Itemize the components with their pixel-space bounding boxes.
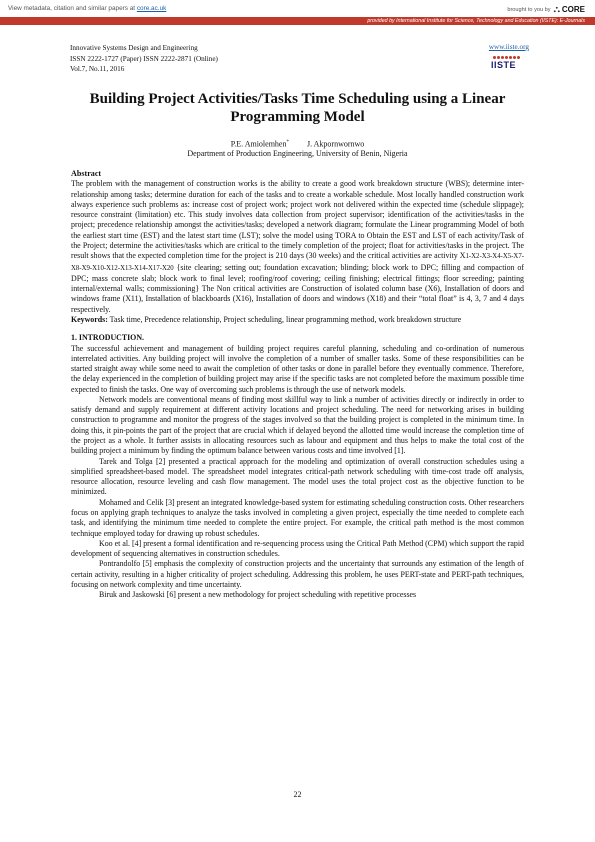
core-brand[interactable] <box>507 4 585 15</box>
author-1: P.E. Amiolemhen <box>230 139 287 149</box>
page-number: 22 <box>293 790 302 799</box>
section-1-heading: 1. INTRODUCTION. <box>71 333 144 343</box>
journal-volume: Vol.7, No.11, 2016 <box>70 65 125 73</box>
critical-path-sequence: 1-X2-X3-X4-X5-X7-X8-X9-X10-X12-X13-X14-X17-X20 <box>71 253 524 272</box>
affiliation: Department of Production Engineering, University of Benin, Nigeria <box>187 149 408 158</box>
journal-issn: ISSN 2222-1727 (Paper) ISSN 2222-2871 (Online) <box>70 54 218 63</box>
core-logo <box>554 4 585 15</box>
author-1-mark: * <box>286 140 289 145</box>
keywords-label: Keywords: <box>71 314 108 324</box>
core-metadata-text <box>8 5 166 12</box>
paper-body <box>71 169 524 601</box>
keywords-text: Task time, Precedence relationship, Project scheduling, linear programming method, work breakdown structure <box>109 314 462 324</box>
journal-header <box>70 43 218 75</box>
core-link[interactable]: core.ac.uk <box>136 5 167 12</box>
intro-paragraph-1: The successful achievement and management of building project requires careful planning, scheduling and co-ordination of numerous interrelated activities. Any building project will involve the completion of a number of smaller tasks. Some of these responsibilities can be started straight away while some need to await the completion of other tasks or done in parallel before they eventually commence. Therefore, the delay experienced in the completion of building project may arise if the specific tasks are not completed before the maximum possible time expected to finish the tasks. One way of overcoming such problems is through the use of network models. <box>71 343 524 394</box>
authors-line <box>70 137 525 150</box>
intro-paragraph-2: Network models are conventional means of finding most skillful way to link a number of activities directly or indirectly in order to satisfy demand and supply requirement at different activity locations and project scheduling. The need for networking arises in building construction to programme and monitor the progress of the stages involved so that the building project is completed in the minimum time. In doing this, it pin-points the part of the project that are crucial which if delayed beyond the allotted time would increase the completion time of the project as a whole. It further assists in allocating resources such as labour and equipment and thus helps to make the total cost of the building project a minimum by finding the optimum balance between various costs and time involved [1]. <box>71 394 524 456</box>
abstract-part-2: {site clearing; setting out; foundation excavation; blinding; block work to DPC; filling and compaction of DPC; mass concrete slab; block work to final level; roofing/roof covering; ceiling finishing; electrical fittings; floor screeding; painting internal/external walls; commissioning} The Non critical activities are Construction of isolated column base (X6), Installation of doors and windows frame (X11), Installation of blackboards (X16), Installation of doors and windows (X18) and their “total float” is 4, 3, 7 and 4 days respectively. <box>71 262 524 314</box>
intro-paragraph-4: Mohamed and Celik [3] present an integrated knowledge-based system for estimating scheduling construction costs. Other researchers focus on applying graph techniques to analyze the tasks involved in completing a given project, especially the time needed to complete each task, and identifying the minimum time needed to complete the entire project. For example, the critical path method is the most common technique employed today for drawing up robust schedules. <box>71 497 524 538</box>
metadata-label: View metadata, citation and similar papers at <box>8 5 136 12</box>
intro-paragraph-3: Tarek and Tolga [2] presented a practical approach for the modeling and optimization of overall construction schedules using a simplified spreadsheet-based model. The spreadsheet model integrates critical-path network scheduling with time-cost trade off analysis, resource allocation, resource leveling and cash flow management. The model uses the total project cost as the objective function to be minimized. <box>71 456 524 497</box>
intro-paragraph-5: Koo et al. [4] present a formal identification and re-sequencing process using the Critical Path Method (CPM) which support the rapid development of sequencing alternatives in construction schedules. <box>71 538 524 559</box>
core-banner <box>0 0 595 28</box>
journal-url-link[interactable]: www.iiste.org <box>488 43 529 51</box>
abstract-part-1: The problem with the management of construction works is the ability to create a good work breakdown structure (WBS); determine inter-relationship among tasks; determine duration for each of the tasks and to create a workable schedule. Most locally handled construction work always experience such problems as: increase cost of project work; project work not delivered within the expected time (schedule slippage); resource constraint (limitation) etc. This study involves data collection from project supervisor; identification of the activities/tasks in the project; precedence relationship amongst the activities/tasks; developed a network diagram; formulate the Linear programming Model of both the earliest start time (EST) and the latest start time (LST); solve the model using TORA to Obtain the EST and LST of each activity/Task of the Project; determine the activities/tasks which are critical to the timely completion of the project; float for activities/tasks in the project. The result shows that the expected completion time for the project is 210 days (30 weeks) and the critical activities are activity X <box>71 179 524 261</box>
intro-paragraph-6: Pontrandolfo [5] emphasis the complexity of construction projects and the uncertainty that surrounds any estimation of the length of certain activity, resulting in a higher criticality of project scheduling. Addressing this problem, he uses PERT-state and PERT-path techniques, focusing on network complexity and time uncertainty. <box>71 559 524 589</box>
iiste-logo <box>491 56 525 78</box>
abstract-text <box>71 179 524 315</box>
brought-by-label: brought to you by <box>507 6 551 13</box>
core-logo-icon: ⛬ <box>553 4 560 14</box>
provided-by-strip <box>0 17 595 25</box>
intro-paragraph-7: Biruk and Jaskowski [6] present a new methodology for project scheduling with repetitive processes <box>99 590 417 600</box>
journal-name: Innovative Systems Design and Engineering <box>70 44 198 52</box>
abstract-heading: Abstract <box>71 169 102 178</box>
paper-title: Building Project Activities/Tasks Time Scheduling using a Linear Programming Model <box>89 91 506 125</box>
author-2: J. Akpornwornwo <box>306 139 365 149</box>
iiste-logo-dots <box>493 56 523 59</box>
keywords <box>71 315 524 325</box>
provided-by-text: provided by International Institute for Science, Technology and Education (IISTE): E-Journals <box>367 18 585 24</box>
iiste-logo-text: IISTE <box>491 60 517 70</box>
core-logo-text: CORE <box>561 5 585 14</box>
